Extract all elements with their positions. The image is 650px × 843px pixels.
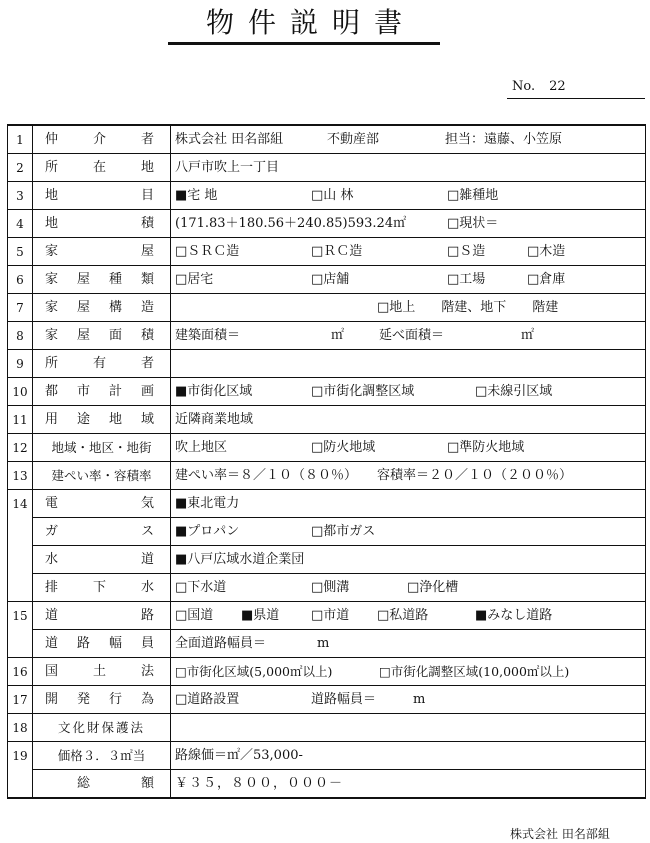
option-checkbox: □市道 (311, 608, 350, 623)
table-row (8, 658, 646, 686)
row-value (171, 238, 646, 266)
row-value (171, 462, 646, 490)
table-row (8, 182, 646, 210)
row-label (33, 182, 171, 210)
row-label (33, 462, 171, 490)
row-label (33, 686, 171, 714)
row-label-text: 水 道 (45, 552, 154, 567)
table-row (8, 210, 646, 238)
title-underline (168, 42, 440, 45)
row-label (33, 266, 171, 294)
option-checkbox: ■県道 (241, 608, 280, 623)
row-label-text: 家 屋 種 類 (45, 272, 154, 287)
option-checkbox: □工場 (447, 272, 486, 287)
row-value (171, 182, 646, 210)
row-value (171, 294, 646, 322)
row-number: 4 (8, 210, 33, 238)
option-checkbox: □居宅 (175, 272, 214, 287)
option-checkbox: □雑種地 (447, 188, 499, 203)
option-checkbox: □未線引区域 (475, 384, 553, 399)
row-number: 5 (8, 238, 33, 266)
building-coverage-ratio: 建ぺい率＝８／１０（８０％） (175, 468, 358, 483)
row-value (171, 658, 646, 686)
option-checkbox: □木造 (527, 244, 566, 259)
table-row (8, 322, 646, 350)
row-value (171, 125, 646, 154)
option-checkbox: ■宅 地 (175, 188, 218, 203)
electricity-value: ■東北電力 (175, 496, 240, 511)
row-number: 6 (8, 266, 33, 294)
row-value (171, 434, 646, 462)
row-number (8, 770, 33, 799)
option-checkbox: □私道路 (377, 608, 429, 623)
option-checkbox: □準防火地域 (447, 440, 525, 455)
row-number: 18 (8, 714, 33, 742)
table-row (8, 378, 646, 406)
row-label (33, 125, 171, 154)
row-label-text: 道 路 幅 員 (45, 636, 154, 651)
row-label-text: ガ ス (45, 524, 154, 539)
floor-area-unit: ㎡ (521, 328, 535, 343)
option-checkbox: □倉庫 (527, 272, 566, 287)
row-label (33, 574, 171, 602)
row-value (171, 518, 646, 546)
document-number-value: 22 (549, 79, 566, 94)
option-checkbox: ■市街化区域 (175, 384, 253, 399)
row-value (171, 686, 646, 714)
row-label (33, 490, 171, 518)
option-checkbox: □店舗 (311, 272, 350, 287)
row-label-text: 地 積 (45, 216, 154, 231)
row-label-text: 道 路 (45, 608, 154, 623)
table-row (8, 125, 646, 154)
land-area-value: (171.83＋180.56＋240.85)593.24㎡ (175, 216, 407, 231)
row-number: 8 (8, 322, 33, 350)
table-row (8, 574, 646, 602)
row-label (33, 518, 171, 546)
option-checkbox: □下水道 (175, 580, 227, 595)
district-value: 吹上地区 (175, 440, 228, 455)
address-value: 八戸市吹上一丁目 (175, 160, 280, 175)
row-label (33, 238, 171, 266)
row-number: 17 (8, 686, 33, 714)
option-checkbox: □Ｓ造 (447, 244, 486, 259)
road-width-unit: m (317, 636, 330, 651)
option-checkbox: □浄化槽 (407, 580, 459, 595)
row-value (171, 490, 646, 518)
row-label-text: 地 目 (45, 188, 154, 203)
option-checkbox: ■プロパン (175, 524, 240, 539)
row-value (171, 406, 646, 434)
row-number: 3 (8, 182, 33, 210)
table-row (8, 406, 646, 434)
row-label-text: 開 発 行 為 (45, 692, 154, 707)
table-row (8, 602, 646, 630)
row-number: 12 (8, 434, 33, 462)
option-checkbox: ■みなし道路 (475, 608, 553, 623)
row-label-text: 排 下 水 (45, 580, 154, 595)
row-label (33, 434, 171, 462)
row-label (33, 154, 171, 182)
road-width-label: 全面道路幅員＝ (175, 636, 267, 651)
row-number: 13 (8, 462, 33, 490)
row-value (171, 210, 646, 238)
row-label-text: 建ぺい率・容積率 (51, 468, 152, 483)
row-number: 15 (8, 602, 33, 630)
table-row (8, 630, 646, 658)
option-checkbox: □都市ガス (311, 524, 376, 539)
table-row (8, 238, 646, 266)
option-checkbox: □ＳＲＣ造 (175, 244, 240, 259)
row-label-text: 都 市 計 画 (45, 384, 154, 399)
option-checkbox: □市街化区域(5,000㎡以上) (175, 664, 333, 679)
row-label-text: 家 屋 (45, 244, 154, 259)
row-label-text: 家 屋 構 造 (45, 300, 154, 315)
row-number (8, 630, 33, 658)
table-row (8, 266, 646, 294)
building-area-unit: ㎡ (331, 328, 345, 343)
row-number: 19 (8, 742, 33, 770)
broker-department: 不動産部 (327, 132, 380, 147)
row-value (171, 742, 646, 770)
total-price: ￥３５，８００，０００－ (175, 776, 344, 791)
building-area-label: 建築面積＝ (175, 328, 241, 343)
table-row (8, 742, 646, 770)
row-label-text: 用 途 地 域 (45, 412, 154, 427)
table-row (8, 294, 646, 322)
row-value (171, 266, 646, 294)
footer-company: 株式会社 田名部組 (510, 827, 610, 841)
row-label (33, 546, 171, 574)
dev-road-width-label: 道路幅員＝ (311, 692, 377, 707)
row-value (171, 154, 646, 182)
table-row (8, 350, 646, 378)
row-label (33, 406, 171, 434)
row-number: 14 (8, 490, 33, 518)
table-row (8, 714, 646, 742)
row-number: 7 (8, 294, 33, 322)
row-label-text: 家 屋 面 積 (45, 328, 154, 343)
dev-road-width-unit: m (413, 692, 426, 707)
row-value (171, 714, 646, 742)
row-label (33, 658, 171, 686)
row-value (171, 322, 646, 350)
table-row (8, 462, 646, 490)
row-label (33, 770, 171, 799)
document-number (512, 78, 580, 96)
row-label (33, 602, 171, 630)
row-label (33, 378, 171, 406)
row-number (8, 574, 33, 602)
property-table (7, 124, 646, 799)
row-number: 2 (8, 154, 33, 182)
row-number: 1 (8, 125, 33, 154)
row-label (33, 350, 171, 378)
broker-company: 株式会社 田名部組 (175, 132, 284, 147)
table-row (8, 518, 646, 546)
row-label-text: 電 気 (45, 496, 154, 511)
zoning-value: 近隣商業地域 (175, 412, 254, 427)
option-checkbox: □国道 (175, 608, 214, 623)
row-value (171, 574, 646, 602)
table-row (8, 686, 646, 714)
row-label (33, 294, 171, 322)
row-value (171, 602, 646, 630)
option-checkbox: □側溝 (311, 580, 350, 595)
route-price: 路線価＝㎡／53,000- (175, 748, 303, 763)
option-checkbox: □市街化調整区域(10,000㎡以上) (379, 664, 570, 679)
row-number: 9 (8, 350, 33, 378)
row-label-text: 価格３．３㎡当 (57, 748, 146, 763)
table-row (8, 434, 646, 462)
row-label (33, 210, 171, 238)
floor-area-ratio: 容積率＝２０／１０（２００％） (377, 468, 573, 483)
row-label-text: 総 額 (77, 776, 154, 791)
row-label-text: 仲 介 者 (45, 132, 154, 147)
option-checkbox: □道路設置 (175, 692, 240, 707)
row-number: 16 (8, 658, 33, 686)
document-title: 物件説明書 (205, 6, 416, 39)
row-label (33, 714, 171, 742)
row-label-text: 文化財保護法 (57, 720, 145, 735)
floor-area-label: 延べ面積＝ (379, 328, 445, 343)
row-value (171, 770, 646, 799)
document-number-underline (507, 98, 645, 99)
row-label-text: 所 在 地 (45, 160, 154, 175)
table-row (8, 490, 646, 518)
row-label (33, 322, 171, 350)
row-number (8, 518, 33, 546)
row-value (171, 378, 646, 406)
land-status: □現状＝ (447, 216, 499, 231)
row-value (171, 350, 646, 378)
row-value (171, 630, 646, 658)
row-number: 11 (8, 406, 33, 434)
row-number (8, 546, 33, 574)
row-label (33, 630, 171, 658)
option-checkbox: □ＲＣ造 (311, 244, 363, 259)
row-label-text: 地域・地区・地街 (51, 440, 152, 455)
structure-floors: □地上 階建、地下 階建 (377, 300, 559, 315)
option-checkbox: □防火地域 (311, 440, 376, 455)
table-row (8, 770, 646, 799)
option-checkbox: □山 林 (311, 188, 354, 203)
row-number: 10 (8, 378, 33, 406)
table-row (8, 546, 646, 574)
row-label (33, 742, 171, 770)
row-label-text: 国 土 法 (45, 664, 154, 679)
option-checkbox: □市街化調整区域 (311, 384, 415, 399)
broker-staff: 担当：遠藤、小笠原 (445, 132, 563, 147)
document-number-label: No. (512, 79, 536, 94)
water-value: ■八戸広域水道企業団 (175, 552, 305, 567)
row-value (171, 546, 646, 574)
row-label-text: 所 有 者 (45, 356, 154, 371)
table-row (8, 154, 646, 182)
